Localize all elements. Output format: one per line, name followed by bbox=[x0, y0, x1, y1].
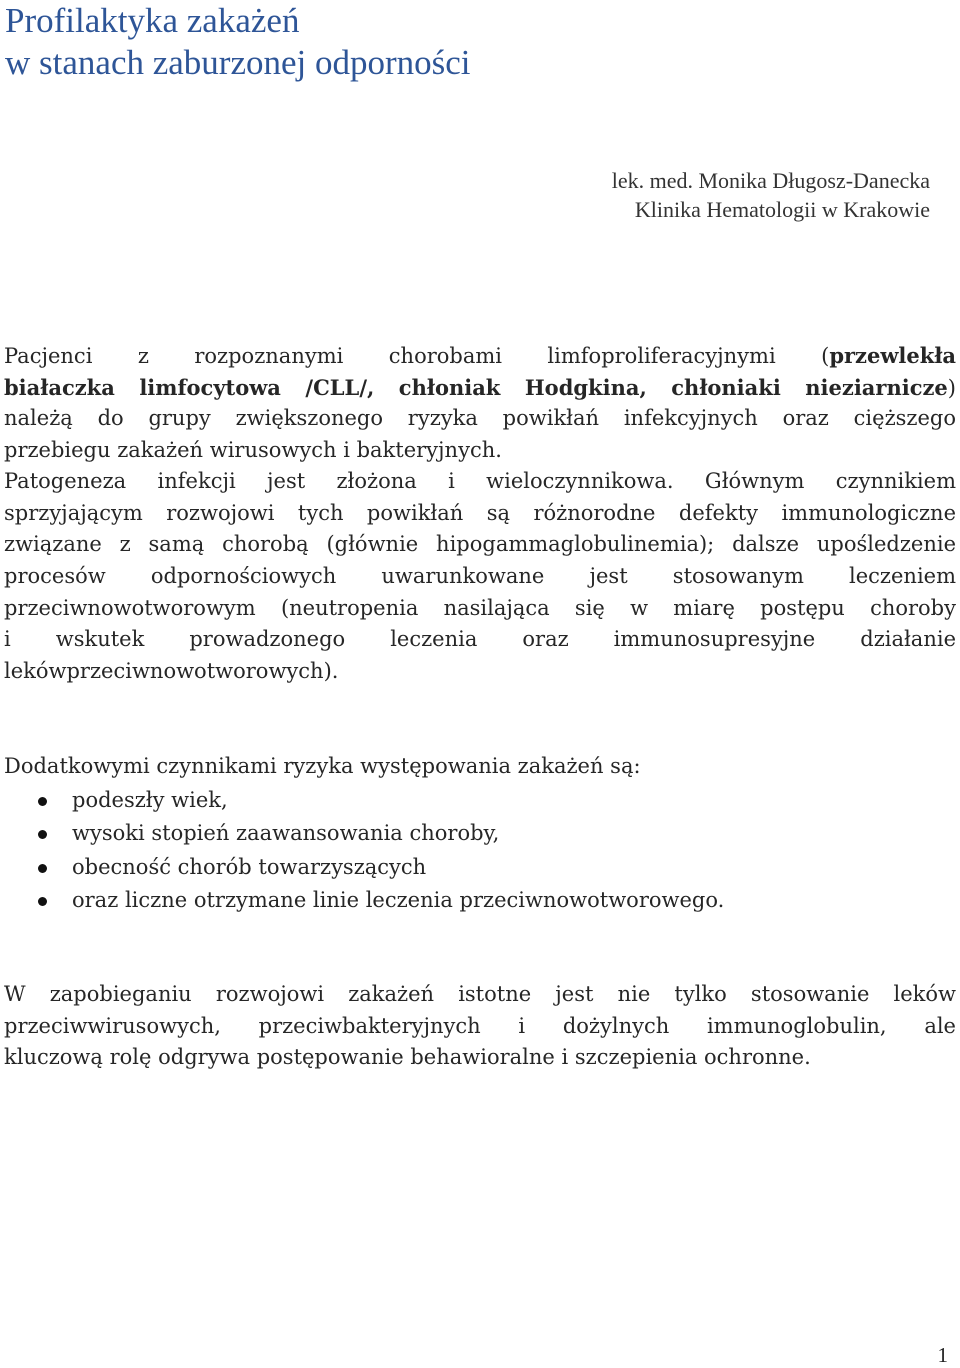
bold-text-run: białaczka limfocytowa /CLL/, chłoniak Hodgkina, chłoniaki nieziarnicze bbox=[4, 374, 948, 400]
text-run: ) bbox=[947, 375, 956, 400]
bullet-icon bbox=[38, 830, 47, 839]
paragraph-line: należą do grupy zwiększonego ryzyka powikłań infekcyjnych oraz cięższego bbox=[4, 406, 956, 431]
title-line-1: Profilaktyka zakażeń bbox=[5, 1, 300, 40]
page-title bbox=[5, 0, 471, 84]
title-line-2: w stanach zaburzonej odporności bbox=[5, 43, 471, 82]
list-item bbox=[0, 851, 900, 884]
list-item-text: obecność chorób towarzyszących bbox=[72, 854, 427, 879]
paragraph-line: kluczową rolę odgrywa postępowanie behawioralne i szczepienia ochronne. bbox=[4, 1045, 811, 1070]
paragraph-line: przebiegu zakażeń wirusowych i bakteryjnych. bbox=[4, 438, 502, 463]
paragraph-line: W zapobieganiu rozwojowi zakażeń istotne jest nie tylko stosowanie leków bbox=[4, 982, 956, 1006]
paragraph-line: przeciwwirusowych, przeciwbakteryjnych i dożylnych immunoglobulin, ale bbox=[4, 1013, 956, 1038]
list-item-text: oraz liczne otrzymane linie leczenia przeciwnowotworowego. bbox=[72, 887, 725, 912]
paragraph-patients bbox=[4, 340, 956, 467]
paragraph-pathogenesis bbox=[4, 466, 956, 688]
page-number: 1 bbox=[937, 1343, 948, 1367]
paragraph-line: procesów odpornościowych uwarunkowane jest stosowanym leczeniem bbox=[4, 564, 956, 589]
paragraph-prevention bbox=[4, 979, 956, 1074]
author-block bbox=[612, 166, 930, 224]
text-run: Pacjenci z rozpoznanymi chorobami limfoproliferacyjnymi ( bbox=[4, 344, 830, 368]
list-item bbox=[0, 884, 900, 917]
list-item-text: wysoki stopień zaawansowania choroby, bbox=[72, 821, 500, 846]
bullet-icon bbox=[38, 864, 47, 873]
author-name: lek. med. Monika Długosz-Danecka bbox=[611, 168, 930, 193]
paragraph-line: lekówprzeciwnowotworowych). bbox=[4, 659, 339, 684]
paragraph-line: Dodatkowymi czynnikami ryzyka występowania zakażeń są: bbox=[4, 754, 641, 778]
list-item bbox=[0, 784, 900, 817]
paragraph-line: i wskutek prowadzonego leczenia oraz immunosupresyjne działanie bbox=[4, 627, 956, 652]
author-affiliation: Klinika Hematologii w Krakowie bbox=[634, 197, 930, 222]
paragraph-line: związane z samą chorobą (głównie hipogammaglobulinemia); dalsze upośledzenie bbox=[4, 532, 956, 557]
paragraph-line: Patogeneza infekcji jest złożona i wieloczynnikowa. Głównym czynnikiem bbox=[4, 469, 956, 493]
risk-factors-intro bbox=[4, 751, 956, 783]
paragraph-line bbox=[4, 372, 956, 404]
paragraph-line bbox=[4, 340, 956, 372]
paragraph-line: przeciwnowotworowym (neutropenia nasilająca się w miarę postępu choroby bbox=[4, 595, 956, 620]
bullet-icon bbox=[38, 797, 47, 806]
paragraph-line: sprzyjającym rozwojowi tych powikłań są różnorodne defekty immunologiczne bbox=[4, 500, 956, 525]
list-item-text: podeszły wiek, bbox=[72, 788, 228, 812]
risk-factors-list bbox=[0, 784, 900, 917]
bullet-icon bbox=[38, 897, 47, 906]
bold-text-run: przewlekła bbox=[829, 343, 956, 368]
list-item bbox=[0, 817, 900, 850]
